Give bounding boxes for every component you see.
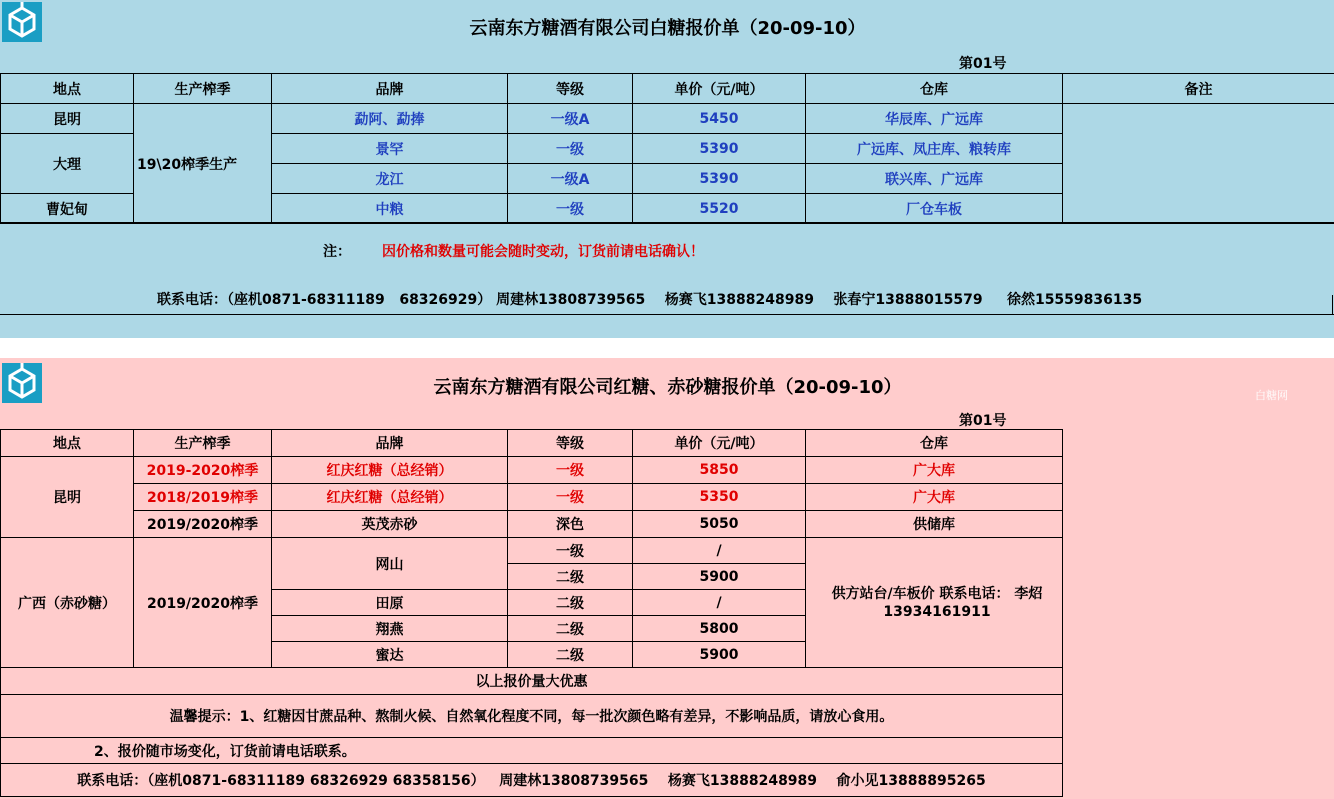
sheet-number: 第01号 bbox=[959, 56, 1007, 72]
season-cell: 2019/2020榨季 bbox=[134, 538, 272, 668]
warehouse-cell: 广大库 bbox=[806, 484, 1063, 511]
discount-note: 以上报价量大优惠 bbox=[1, 668, 1063, 695]
price-cell: 5390 bbox=[633, 164, 806, 194]
header-cell: 品牌 bbox=[272, 74, 508, 104]
location-cell: 昆明 bbox=[1, 457, 134, 538]
location-cell: 广西（赤砂糖） bbox=[1, 538, 134, 668]
header-cell: 地点 bbox=[1, 74, 134, 104]
note-text: 因价格和数量可能会随时变动，订货前请电话确认！ bbox=[382, 244, 704, 260]
note-label: 注： bbox=[323, 244, 351, 260]
warehouse-cell: 广远库、凤庄库、粮转库 bbox=[806, 134, 1063, 164]
header-cell: 单价（元/吨） bbox=[633, 430, 806, 457]
sheet-title: 云南东方糖酒有限公司白糖报价单（20-09-10） bbox=[469, 18, 866, 39]
header-cell: 备注 bbox=[1063, 74, 1334, 104]
brand-cell: 网山 bbox=[272, 538, 508, 590]
header-cell: 仓库 bbox=[806, 430, 1063, 457]
header-cell: 等级 bbox=[508, 74, 633, 104]
season-cell: 2019/2020榨季 bbox=[134, 511, 272, 538]
grade-cell: 深色 bbox=[508, 511, 633, 538]
grade-cell: 一级 bbox=[508, 538, 633, 564]
location-cell: 大理 bbox=[1, 134, 134, 194]
season-cell: 2019-2020榨季 bbox=[134, 457, 272, 484]
table-row bbox=[1, 538, 1063, 564]
brand-cell: 翔燕 bbox=[272, 616, 508, 642]
grade-cell: 二级 bbox=[508, 616, 633, 642]
price-cell: 5450 bbox=[633, 104, 806, 134]
sheet-title: 云南东方糖酒有限公司红糖、赤砂糖报价单（20-09-10） bbox=[433, 377, 902, 398]
price-cell: / bbox=[633, 590, 806, 616]
grade-cell: 一级 bbox=[508, 457, 633, 484]
header-row bbox=[1, 74, 1334, 104]
grade-cell: 二级 bbox=[508, 642, 633, 668]
price-cell: 5900 bbox=[633, 564, 806, 590]
tip-note: 2、报价随市场变化，订货前请电话联系。 bbox=[1, 738, 1063, 764]
company-logo-icon bbox=[2, 2, 42, 42]
season-cell: 2018/2019榨季 bbox=[134, 484, 272, 511]
table-row bbox=[1, 511, 1063, 538]
brand-cell: 蜜达 bbox=[272, 642, 508, 668]
price-cell: 5390 bbox=[633, 134, 806, 164]
price-cell: 5900 bbox=[633, 642, 806, 668]
brown-sugar-sheet bbox=[0, 358, 1334, 799]
table-row bbox=[1, 457, 1063, 484]
grade-cell: 二级 bbox=[508, 564, 633, 590]
sheet-number: 第01号 bbox=[959, 413, 1007, 429]
contact-line: 联系电话：（座机0871-68311189 68326929 68358156） 周建林13808739565 杨赛飞13888248989 俞小见13888895265 bbox=[1, 764, 1063, 797]
warehouse-cell: 联兴库、广远库 bbox=[806, 164, 1063, 194]
price-cell: 5520 bbox=[633, 194, 806, 224]
season-cell: 19\20榨季生产 bbox=[134, 104, 272, 224]
brand-cell: 景罕 bbox=[272, 134, 508, 164]
grade-cell: 一级A bbox=[508, 164, 633, 194]
header-row bbox=[1, 430, 1063, 457]
header-cell: 生产榨季 bbox=[134, 74, 272, 104]
grade-cell: 一级 bbox=[508, 484, 633, 511]
header-cell: 仓库 bbox=[806, 74, 1063, 104]
grade-cell: 二级 bbox=[508, 590, 633, 616]
header-cell: 单价（元/吨） bbox=[633, 74, 806, 104]
header-cell: 地点 bbox=[1, 430, 134, 457]
brand-cell: 龙江 bbox=[272, 164, 508, 194]
table-row bbox=[1, 104, 1334, 134]
warehouse-cell: 厂仓车板 bbox=[806, 194, 1063, 224]
price-cell: 5050 bbox=[633, 511, 806, 538]
price-cell: 5850 bbox=[633, 457, 806, 484]
brand-cell: 英茂赤砂 bbox=[272, 511, 508, 538]
price-cell: / bbox=[633, 538, 806, 564]
price-cell: 5800 bbox=[633, 616, 806, 642]
brown-sugar-table bbox=[0, 429, 1063, 797]
white-sugar-sheet bbox=[0, 0, 1334, 338]
divider bbox=[0, 314, 1334, 315]
warehouse-cell: 供方站台/车板价 联系电话： 李炤 13934161911 bbox=[806, 538, 1063, 668]
location-cell: 曹妃甸 bbox=[1, 194, 134, 224]
contact-row bbox=[1, 764, 1063, 797]
brand-cell: 勐阿、勐捧 bbox=[272, 104, 508, 134]
grade-cell: 一级 bbox=[508, 134, 633, 164]
divider bbox=[0, 222, 1334, 223]
warehouse-cell: 华辰库、广远库 bbox=[806, 104, 1063, 134]
brand-cell: 中粮 bbox=[272, 194, 508, 224]
tip-row bbox=[1, 695, 1063, 738]
header-cell: 品牌 bbox=[272, 430, 508, 457]
contact-line: 联系电话：（座机0871-68311189 68326929） 周建林13808739565 杨赛飞13888248989 张春宁13888015579 徐然15559836135 bbox=[157, 292, 1143, 308]
warehouse-cell: 供储库 bbox=[806, 511, 1063, 538]
header-cell: 生产榨季 bbox=[134, 430, 272, 457]
watermark-label: 白糖网 bbox=[1255, 389, 1288, 402]
price-cell: 5350 bbox=[633, 484, 806, 511]
location-cell: 昆明 bbox=[1, 104, 134, 134]
brand-cell: 红庆红糖（总经销） bbox=[272, 484, 508, 511]
grade-cell: 一级 bbox=[508, 194, 633, 224]
company-logo-icon bbox=[2, 363, 42, 403]
brand-cell: 红庆红糖（总经销） bbox=[272, 457, 508, 484]
brand-cell: 田原 bbox=[272, 590, 508, 616]
white-sugar-table bbox=[0, 73, 1334, 224]
tip-note: 温馨提示：1、红糖因甘蔗品种、熬制火候、自然氧化程度不同，每一批次颜色略有差异，不影响品质，请放心食用。 bbox=[1, 695, 1063, 738]
tip-row bbox=[1, 738, 1063, 764]
warehouse-cell: 广大库 bbox=[806, 457, 1063, 484]
table-row bbox=[1, 484, 1063, 511]
header-cell: 等级 bbox=[508, 430, 633, 457]
discount-row bbox=[1, 668, 1063, 695]
remarks-cell bbox=[1063, 104, 1334, 224]
grade-cell: 一级A bbox=[508, 104, 633, 134]
divider bbox=[1332, 295, 1333, 315]
